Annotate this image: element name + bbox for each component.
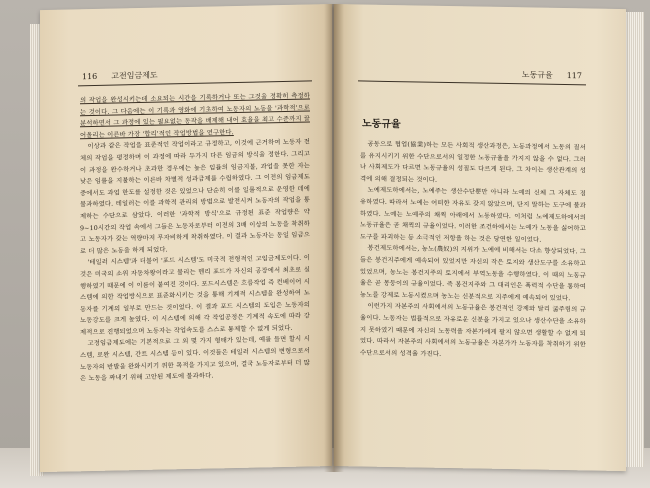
left-running-title: 고전임금제도: [111, 70, 158, 81]
book-gutter: [324, 4, 344, 472]
right-page-header: [522, 69, 582, 81]
left-page-body: [80, 90, 310, 385]
left-page-number: 116: [82, 71, 98, 82]
right-running-title: 노동규율: [521, 70, 553, 80]
left-paragraph-4: 고정임금제도에는 기본적으로 그 외 몇 가지 형태가 있는데, 예를 들면 할시 시스템, 로완 시스템, 간트 시스템 등이 있다. 이것들은 테일러 시스템의 변형으로서 노동자의 반발을 완화시키기 위한 목적을 가지고 있으며, 결국 노동자로부터 더 많은 노동을 짜내기 위해 고안된 제도에 불과하다.: [80, 335, 310, 383]
right-paragraph-1: 공동으로 협업(協業)하는 모든 사회적 생산과정은, 노동과정에서 노동의 질서를 유지시키기 위한 수단으로서의 일정한 노동규율을 가지지 않을 수 없다. 그러나 사회제도가 다르면 노동규율의 성질도 다르게 된다. 그 차이는 생산관계의 성격에 의해 결정되는 것이다.: [360, 140, 586, 184]
right-page-body: [360, 138, 586, 362]
right-paragraph-4: 이런가지 자본주의 사회에서의 노동규율은 봉건적인 강제와 달리 굶주림의 규율이다. 노동자는 법률적으로 자유로운 신분을 가지고 있으나 생산수단을 소유하지 못하였기 때문에 자신의 노동력을 자본가에게 팔지 않으면 생활할 수 없게 되었다. 따라서 자본주의 사회에서의 노동규율은 자본가가 노동자를 착취하기 위한 수단으로서의 성격을 가진다.: [360, 302, 586, 358]
right-paragraph-2: 노예제도하에서는, 노예주는 생산수단뿐만 아니라 노예의 신체 그 자체도 점유하였다. 따라서 노예는 어떠한 자유도 갖지 않았으며, 단지 말하는 도구에 불과하였다. 노예는 노예주의 채찍 아래에서 노동하였다. 이처럼 노예제도하에서의 노동규율은 곧 채찍의 규율이었다. 이러한 조건하에서는 노예가 노동을 싫어하고 도구를 파괴하는 등 소극적인 저항을 하는 것은 당연한 일이었다.: [360, 186, 586, 244]
left-paragraph-1: 의 작업을 완성시키는데 소요되는 시간을 기록하거나 또는 그것을 정확히 측정하는 것이다. 그 다음에는 이 기록과 영화에 기초하여 노동자의 노동을 '과학적'으로 분석하면서 그 과정에 있는 필요없는 동작을 배제해 내어 효율을 최고 수준까지 끌어올리는 이른바 가장 '합리'적인 작업방법을 연구한다.: [80, 92, 310, 140]
section-heading: 노동규율: [362, 118, 401, 131]
left-page-header: [82, 70, 158, 83]
right-header-rule: [358, 80, 586, 85]
left-paragraph-2: 이상과 같은 작업을 표준적인 작업이라고 규정하고, 이것에 근거하여 노동자 전체의 작업을 평정하며 이 과정에 따라 두가지 다른 임금의 방식을 정한다. 그리고 이 과정을 완수하거나 초과한 경우에는 높은 임률의 임금지불, 과업을 못한 자는 낮은 임률을 지불하는 이른바 차별적 성과급제를 수립하였다. 그 이전의 임금제도 중에서도 과업 한도를 설정한 것은 있었으나 단순히 이를 일률적으로 운영한 데에 불과하였다. 테일러는 이를 과학적 관리의 방법으로 발전시켜 노동자의 작업을 통제하는 수단으로 삼았다. 이러한 '과학적 방식'으로 규정된 표준 작업량은 약 9~10시간의 작업 속에서 그들은 노동자로부터 이전의 3배 이상의 노동을 착취하고 노동자가 갖는 역량마저 무자비하게 착취하였다. 이 결과 노동자는 동일 임금으로 더 많은 노동을 하게 되었다.: [80, 138, 310, 255]
right-page: [334, 4, 626, 471]
right-paragraph-3: 봉건제도하에서는, 농노(農奴)의 지위가 노예에 비해서는 다소 향상되었다. 그들은 봉건지주에게 예속되어 있었지만 자신의 작은 토지와 생산도구를 소유하고 있었으며, 농노는 봉건지주의 토지에서 부역노동을 수행하였다. 이 때의 노동규율은 곧 몽둥이의 규율이었다. 즉 봉건지주와 그 대리인은 폭력적 수단을 통하여 농노를 강제로 노동시켰으며 농노는 신분적으로 지주에게 예속되어 있었다.: [360, 244, 586, 302]
page-stack-right: [624, 12, 644, 467]
left-paragraph-3: '테일러 시스템'과 더불어 '포드 시스템'도 미국적 전형적인 고임금제도이다. 이것은 미국의 소위 자동차왕이라고 불리는 헨리 포드가 자신의 공장에서 최초로 실행하였기 때문에 이 이름이 붙여진 것이다. 포드시스템은 흐름작업 즉 컨베이어 시스템에 의한 작업방식으로 표준화시키는 것을 통해 기계적 시스템을 완성하여 노동자를 기계의 일부로 만드는 것이었다. 이 결과 포드 시스템의 도입은 노동자의 노동강도를 크게 높였다. 이 시스템에 의해 각 작업공정은 기계적 속도에 따라 강제적으로 진행되었으며 노동자는 작업속도를 스스로 통제할 수 없게 되었다.: [80, 254, 310, 337]
left-page: [40, 4, 332, 472]
right-page-number: 117: [566, 71, 582, 81]
open-book: [40, 4, 628, 476]
